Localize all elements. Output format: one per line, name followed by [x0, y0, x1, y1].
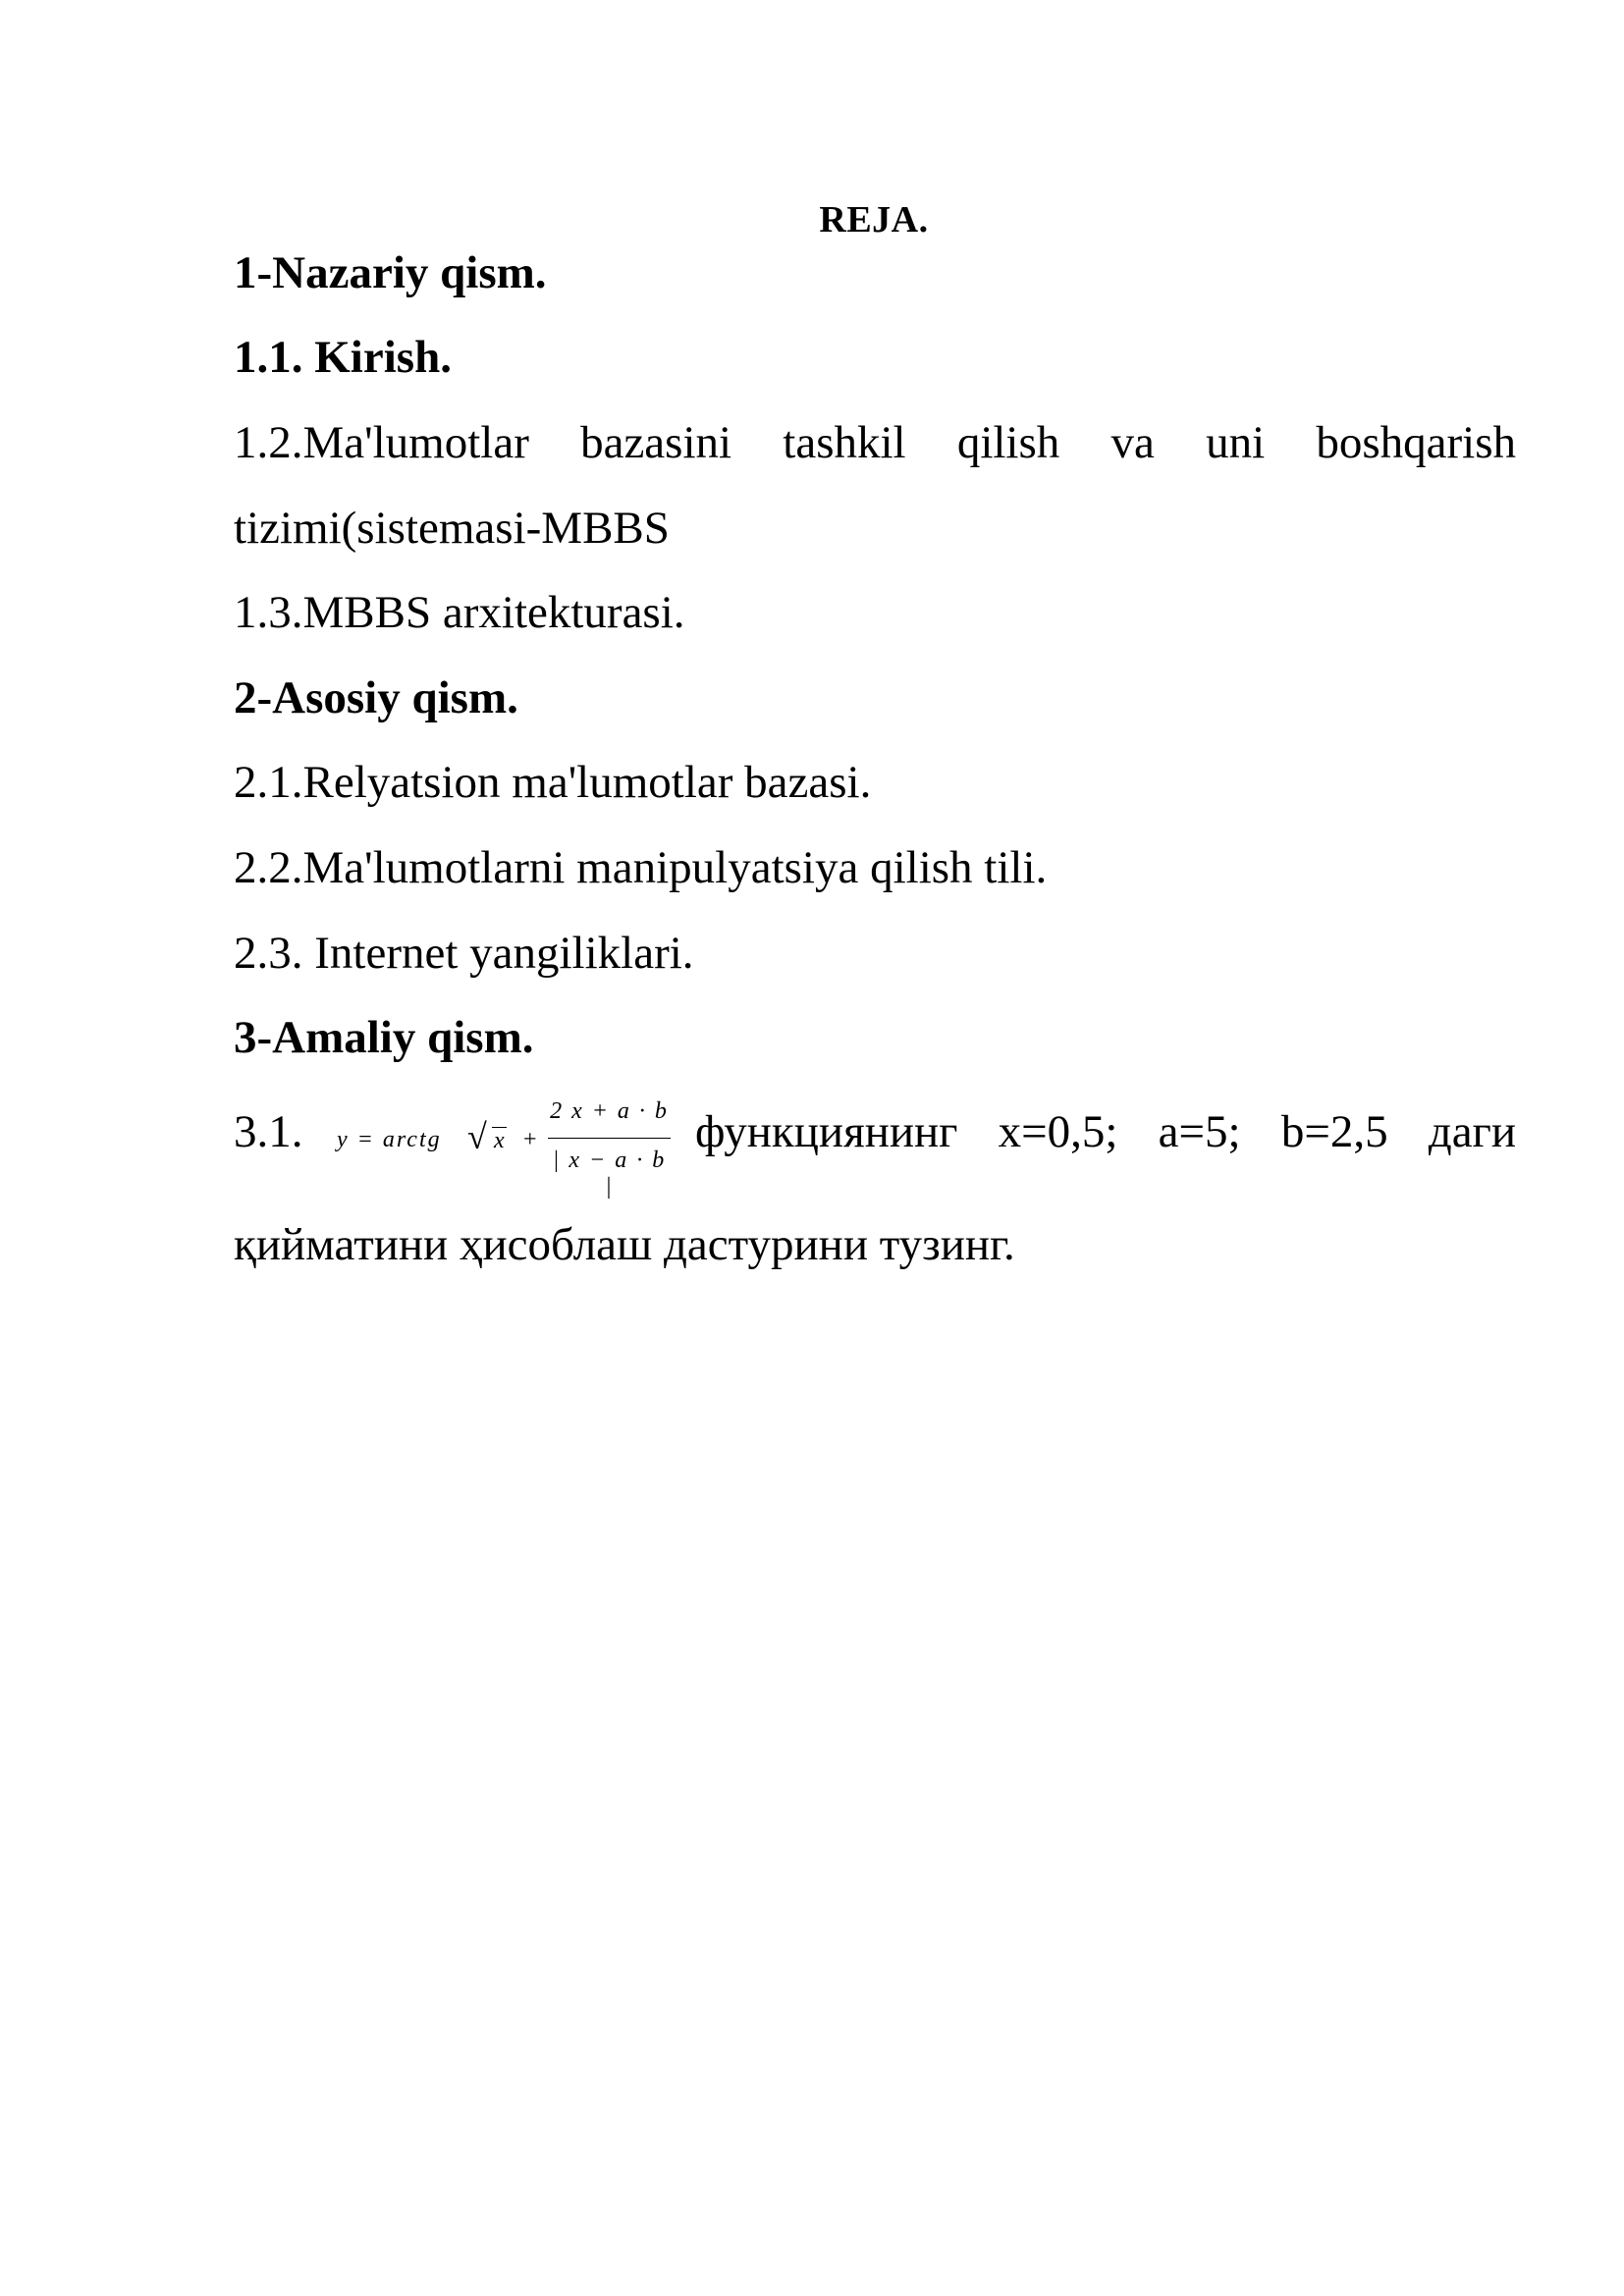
- page-title: REJA.: [819, 199, 929, 240]
- item-1-2-word: qilish: [956, 417, 1060, 468]
- item-3-1-word: даги: [1428, 1106, 1516, 1157]
- item-3-1: [234, 1095, 1516, 1200]
- item-1-2: [234, 413, 1516, 472]
- formula-numerator: 2 x + a · b: [550, 1098, 669, 1124]
- item-1-2-word: va: [1110, 417, 1155, 468]
- item-3-1-word: b=2,5: [1280, 1106, 1388, 1157]
- item-3-1-number: 3.1.: [234, 1106, 303, 1157]
- item-3-1-word: функциянинг: [695, 1106, 958, 1157]
- item-1-2-word: 1.2.Ma'lumotlar: [234, 417, 529, 468]
- sqrt-symbol: √: [467, 1117, 487, 1156]
- item-2-2: 2.2.Ma'lumotlarni manipulyatsiya qilish tili.: [234, 842, 1048, 893]
- fraction-bar: [548, 1138, 671, 1139]
- item-1-2-word: uni: [1206, 417, 1266, 468]
- item-2-1: 2.1.Relyatsion ma'lumotlar bazasi.: [234, 757, 872, 808]
- part2-heading: 2-Asosiy qism.: [234, 672, 518, 723]
- part3-heading: 3-Amaliy qism.: [234, 1012, 534, 1063]
- formula-plus: +: [523, 1127, 537, 1152]
- item-1-2-word: boshqarish: [1316, 417, 1516, 468]
- item-1-1: 1.1. Kirish.: [234, 332, 452, 383]
- item-1-2-continuation: tizimi(sistemasi-MBBS: [234, 503, 670, 554]
- item-1-2-word: bazasini: [580, 417, 732, 468]
- item-3-1-text: [695, 1102, 1516, 1161]
- formula-fraction: [548, 1095, 671, 1200]
- item-1-3: 1.3.MBBS arxitekturasi.: [234, 587, 685, 638]
- item-3-1-word: a=5;: [1158, 1106, 1241, 1157]
- formula-lhs: y = arctg: [337, 1127, 442, 1152]
- part1-heading: 1-Nazariy qism.: [234, 247, 547, 298]
- formula-denominator: | x − a · b |: [552, 1148, 667, 1200]
- item-2-3: 2.3. Internet yangiliklari.: [234, 928, 694, 979]
- formula-radicand: x: [494, 1128, 505, 1153]
- item-3-1-continuation: қийматини ҳисоблаш дастурини тузинг.: [234, 1219, 1015, 1270]
- item-3-1-word: x=0,5;: [998, 1106, 1118, 1157]
- item-1-2-word: tashkil: [783, 417, 906, 468]
